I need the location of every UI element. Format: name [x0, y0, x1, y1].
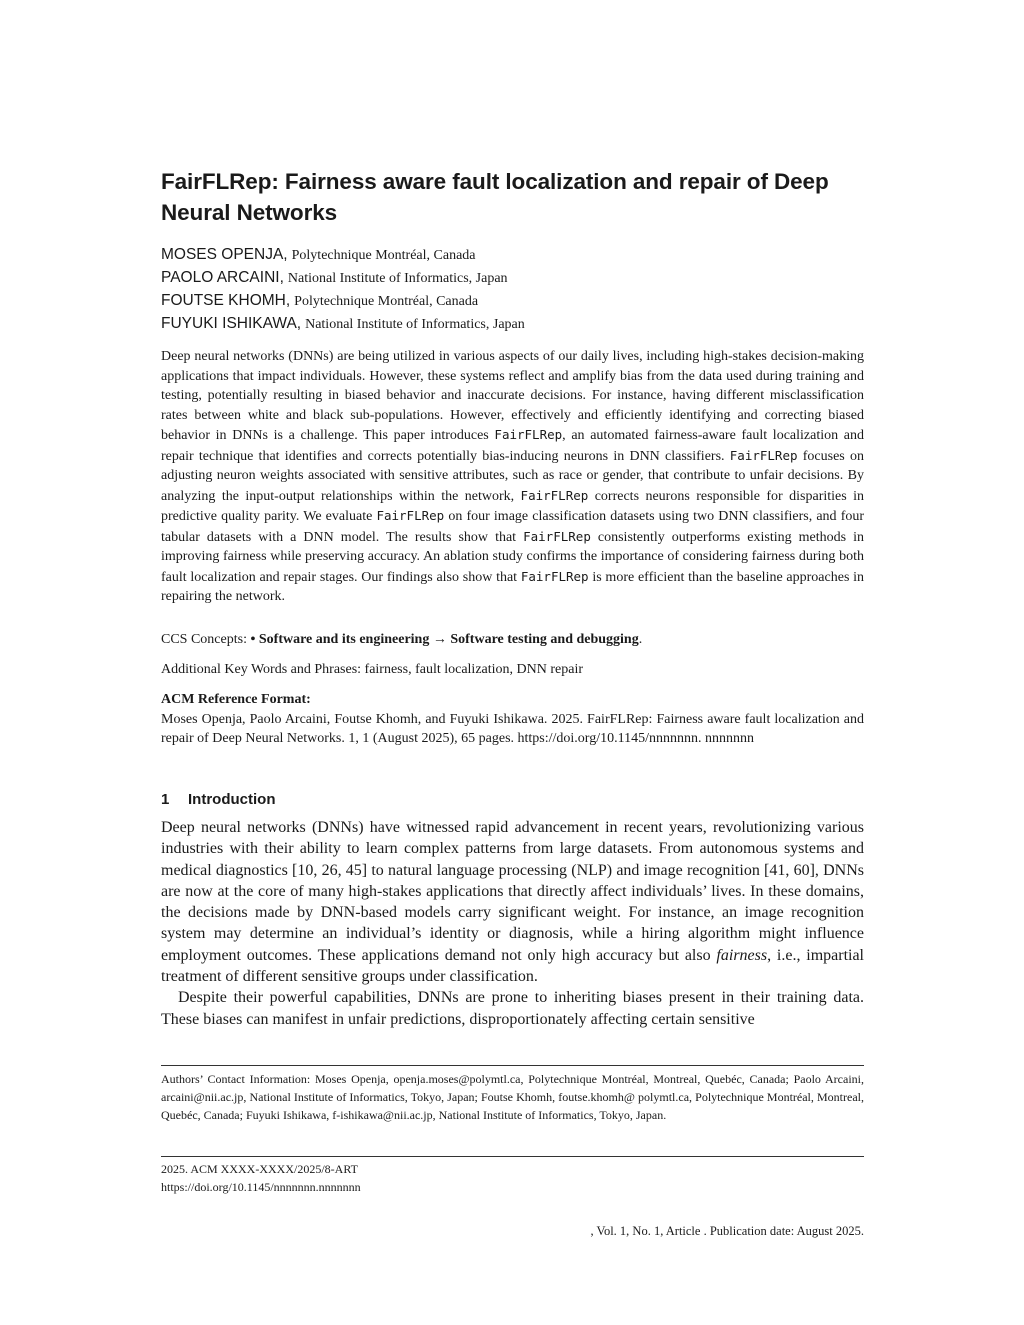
paragraph-text: Deep neural networks (DNNs) have witnessed rapid advancement in recent years, revolutionizing various industries with their ability to learn complex patterns from large datasets. From autonomous systems and medical diagnostics [10, 26, 45] to natural language processing (NLP) and image recognition [41, 60], DNNs are now at the core of many high-stakes applications that directly affect individuals’ lives. In these domains, the decisions made by DNN-based models carry significant weight. For instance, an image recognition system may determine an individual’s identity or diagnosis, while a hiring algorithm might influence employment outcomes. These applications demand not only high accuracy but also — [161, 819, 864, 964]
abstract-text: consistently outperforms existing methods in improving fairness while preserving accuracy. An ablation study confirms the importance of considering fairness during both fault localization and repair stages. Our findings also show that — [161, 529, 865, 585]
author-entry — [161, 243, 864, 266]
introduction-body — [161, 817, 864, 1030]
section-number: 1 — [161, 791, 170, 808]
copyright-line: 2025. ACM XXXX-XXXX/2025/8-ART — [161, 1162, 358, 1176]
acm-reference-text: Moses Openja, Paolo Arcaini, Foutse Khomh, and Fuyuki Ishikawa. 2025. FairFLRep: Fairness aware fault localization and repair of Deep Neural Networks. 1, 1 (August 2025), 65 pages. https://doi.org/10.1145/nnnnnnn. nnnnnnn — [161, 711, 864, 746]
abstract-text: is more efficient than the baseline approaches in repairing the network. — [161, 569, 865, 604]
author-affiliation: National Institute of Informatics, Japan — [287, 271, 508, 286]
tool-name: FairFLRep — [520, 487, 589, 503]
abstract-text: corrects neurons responsible for disparities in predictive quality parity. We evaluate — [161, 488, 865, 524]
acm-reference-format — [161, 690, 864, 749]
author-list — [161, 243, 864, 335]
author-entry — [161, 312, 864, 335]
section-heading — [161, 789, 864, 811]
copyright-divider — [161, 1156, 864, 1157]
tool-name: FairFLRep — [376, 508, 445, 523]
author-entry — [161, 289, 864, 312]
keywords: Additional Key Words and Phrases: fairness, fault localization, DNN repair — [161, 662, 584, 677]
author-name: PAOLO ARCAINI, — [161, 269, 284, 286]
footnote-divider — [161, 1065, 864, 1066]
abstract-text: , an automated fairness-aware fault localization and repair technique that identifies and corrects potentially bias-inducing neurons in DNN classifiers. — [161, 428, 864, 464]
author-name: MOSES OPENJA, — [161, 246, 288, 263]
paper-title: FairFLRep: Fairness aware fault localization and repair of Deep Neural Networks — [161, 169, 829, 225]
tool-name: FairFLRep — [494, 427, 563, 442]
ccs-concepts — [161, 630, 864, 650]
ccs-concept: Software and its engineering — [258, 632, 430, 647]
acm-reference-heading: ACM Reference Format: — [161, 692, 311, 707]
paragraph-text: , i.e., impartial treatment of different sensitive groups under classification. — [161, 946, 865, 986]
ccs-label: CCS Concepts: — [161, 632, 247, 647]
tool-name: FairFLRep — [520, 568, 589, 584]
author-affiliation: National Institute of Informatics, Japan — [305, 317, 525, 332]
emphasis: fairness — [716, 946, 768, 964]
ccs-end: . — [638, 632, 643, 647]
author-name: FOUTSE KHOMH, — [161, 292, 291, 309]
ccs-subconcept: Software testing and debugging — [450, 632, 639, 647]
author-entry — [161, 266, 864, 289]
paragraph — [161, 817, 864, 987]
abstract-text: on four image classification datasets using two DNN classifiers, and four tabular datasets with a DNN model. The results show that — [161, 509, 865, 545]
abstract — [161, 347, 864, 607]
paragraph: Despite their powerful capabilities, DNNs are prone to inheriting biases present in their training data. These biases can manifest in unfair predictions, disproportionately affecting certain sensitive — [161, 989, 864, 1028]
ccs-arrow: → — [432, 632, 447, 647]
copyright-block — [161, 1160, 864, 1196]
authors-contact-footnote: Authors’ Contact Information: Moses Openja, openja.moses@polymtl.ca, Polytechnique Montréal, Montreal, Quebéc, Canada; Paolo Arcaini, arcaini@nii.ac.jp, National Institute of Informatics, Tokyo, Japan; Foutse Khomh, foutse.khomh@ polymtl.ca, Polytechnique Montréal, Montreal, Quebéc, Canada; Fuyuki Ishikawa, f-ishikawa@nii.ac.jp, National Institute of Informatics, Tokyo, Japan. — [161, 1072, 864, 1122]
tool-name: FairFLRep — [729, 447, 798, 463]
section-title: Introduction — [188, 791, 276, 808]
doi-line: https://doi.org/10.1145/nnnnnnn.nnnnnnn — [161, 1180, 361, 1194]
ccs-bullet: • — [250, 632, 256, 647]
author-name: FUYUKI ISHIKAWA, — [161, 315, 302, 332]
abstract-text: Deep neural networks (DNNs) are being utilized in various aspects of our daily lives, including high-stakes decision-making applications that impact individuals. However, these systems reflect and amplify bias from the data used during training and testing, potentially resulting in biased behavior and inaccurate decisions. For instance, having different misclassification rates between white and black sub-populations. However, effectively and efficiently identifying and correcting biased behavior in DNNs is a challenge. This paper introduces — [161, 349, 864, 443]
abstract-text: focuses on adjusting neuron weights associated with sensitive attributes, such as race or gender, that contribute to unfair decisions. By analyzing the input-output relationships within the network, — [161, 448, 864, 504]
author-affiliation: Polytechnique Montréal, Canada — [294, 294, 479, 309]
publication-footer: , Vol. 1, No. 1, Article . Publication date: August 2025. — [590, 1224, 864, 1238]
tool-name: FairFLRep — [523, 528, 591, 544]
author-affiliation: Polytechnique Montréal, Canada — [291, 248, 476, 263]
